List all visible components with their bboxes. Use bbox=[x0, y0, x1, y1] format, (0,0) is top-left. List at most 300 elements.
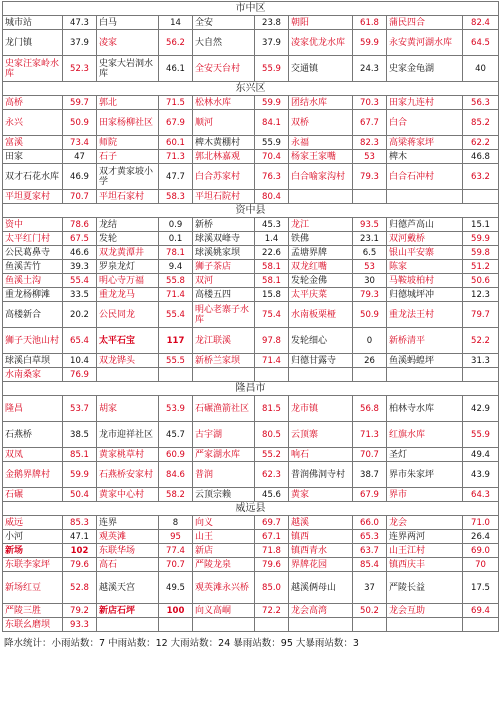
rainfall-value: 93.3 bbox=[63, 618, 97, 632]
rainfall-value: 55.4 bbox=[159, 302, 193, 328]
rainfall-value: 55.9 bbox=[463, 422, 499, 448]
station-row bbox=[3, 488, 499, 502]
rainfall-value: 47 bbox=[63, 150, 97, 164]
station-name: 双龙铧头 bbox=[97, 354, 159, 368]
station-name: 严陵龙泉 bbox=[193, 558, 255, 572]
station-name: 石子 bbox=[97, 150, 159, 164]
rainfall-value: 17.5 bbox=[463, 572, 499, 604]
rainfall-value: 53.9 bbox=[159, 396, 193, 422]
station-name: 田家九连村 bbox=[387, 96, 463, 110]
rainfall-value: 59.9 bbox=[463, 232, 499, 246]
rainfall-value: 58.3 bbox=[159, 190, 193, 204]
station-name: 孟塘界牌 bbox=[289, 246, 353, 260]
rainfall-value: 62.3 bbox=[255, 462, 289, 488]
station-name: 白合 bbox=[387, 110, 463, 136]
rainfall-value: 70.3 bbox=[353, 96, 387, 110]
rainfall-value bbox=[353, 618, 387, 632]
station-row bbox=[3, 396, 499, 422]
station-row bbox=[3, 544, 499, 558]
station-name bbox=[387, 618, 463, 632]
section-title: 市中区 bbox=[3, 2, 499, 16]
rainfall-value: 76.9 bbox=[63, 368, 97, 382]
station-row bbox=[3, 232, 499, 246]
station-name: 严陵三胜 bbox=[3, 604, 63, 618]
section-header-row bbox=[3, 382, 499, 396]
rainfall-value: 52.3 bbox=[63, 56, 97, 82]
rainfall-value: 80.5 bbox=[255, 422, 289, 448]
station-name bbox=[193, 618, 255, 632]
rainfall-value: 97.8 bbox=[255, 328, 289, 354]
rainfall-value: 79.6 bbox=[255, 558, 289, 572]
rainfall-value: 79.3 bbox=[353, 164, 387, 190]
station-name bbox=[97, 618, 159, 632]
station-name: 蒲民四合 bbox=[387, 16, 463, 30]
station-row bbox=[3, 246, 499, 260]
rainfall-value: 70.4 bbox=[255, 150, 289, 164]
station-name: 椑木黄棚村 bbox=[193, 136, 255, 150]
station-name: 龙市镇 bbox=[289, 396, 353, 422]
station-name: 大自然 bbox=[193, 30, 255, 56]
station-row bbox=[3, 96, 499, 110]
station-name: 石碾渔箭社区 bbox=[193, 396, 255, 422]
rainfall-value: 76.3 bbox=[255, 164, 289, 190]
station-row bbox=[3, 422, 499, 448]
rainfall-value: 51.2 bbox=[463, 260, 499, 274]
station-name: 越溪天宫 bbox=[97, 572, 159, 604]
rainfall-value: 55.9 bbox=[255, 136, 289, 150]
station-name: 史家金龟湖 bbox=[387, 56, 463, 82]
station-name: 响石 bbox=[289, 448, 353, 462]
station-name: 资中 bbox=[3, 218, 63, 232]
station-name: 新场红豆 bbox=[3, 572, 63, 604]
station-name: 球溪白草坝 bbox=[3, 354, 63, 368]
station-name: 界市朱家坪 bbox=[387, 462, 463, 488]
station-row bbox=[3, 56, 499, 82]
rainfall-value: 79.7 bbox=[463, 302, 499, 328]
station-name: 普润 bbox=[193, 462, 255, 488]
section-title: 资中县 bbox=[3, 204, 499, 218]
station-name: 永福 bbox=[289, 136, 353, 150]
section-header-row bbox=[3, 204, 499, 218]
rainfall-value: 49.5 bbox=[159, 572, 193, 604]
station-name: 公民葛鼻寺 bbox=[3, 246, 63, 260]
rainfall-value: 42.9 bbox=[463, 396, 499, 422]
station-name: 镇西青水 bbox=[289, 544, 353, 558]
rainfall-value: 50.4 bbox=[63, 488, 97, 502]
rainfall-value: 70.7 bbox=[353, 448, 387, 462]
station-row bbox=[3, 150, 499, 164]
station-name bbox=[387, 190, 463, 204]
rainfall-value: 71.3 bbox=[353, 422, 387, 448]
station-name: 双龙黄潭井 bbox=[97, 246, 159, 260]
rainfall-value: 0 bbox=[353, 328, 387, 354]
station-name: 太平庆菜 bbox=[289, 288, 353, 302]
rainfall-value bbox=[255, 618, 289, 632]
station-row bbox=[3, 462, 499, 488]
station-name: 马鞍坡柏村 bbox=[387, 274, 463, 288]
rainfall-value: 58.1 bbox=[255, 274, 289, 288]
rainfall-value: 52.8 bbox=[63, 572, 97, 604]
rainfall-value bbox=[159, 618, 193, 632]
station-name: 新桥 bbox=[193, 218, 255, 232]
station-name: 铁佛 bbox=[289, 232, 353, 246]
station-name: 连界 bbox=[97, 516, 159, 530]
rainfall-value: 45.6 bbox=[255, 488, 289, 502]
station-name: 双才石花水库 bbox=[3, 164, 63, 190]
station-name: 白合喻家沟村 bbox=[289, 164, 353, 190]
rainfall-value: 39.3 bbox=[63, 260, 97, 274]
station-name: 全安天台村 bbox=[193, 56, 255, 82]
station-name: 松林水库 bbox=[193, 96, 255, 110]
station-name: 发轮 bbox=[97, 232, 159, 246]
station-name: 朝阳 bbox=[289, 16, 353, 30]
station-name: 龙市迎祥社区 bbox=[97, 422, 159, 448]
rainfall-value: 46.8 bbox=[463, 150, 499, 164]
rainfall-value: 85.0 bbox=[255, 572, 289, 604]
station-name: 双河戴桥 bbox=[387, 232, 463, 246]
rainfall-value: 84.6 bbox=[159, 462, 193, 488]
rainfall-value: 85.4 bbox=[353, 558, 387, 572]
station-row bbox=[3, 604, 499, 618]
station-name: 球溪姚家坝 bbox=[193, 246, 255, 260]
station-name: 新桥清平 bbox=[387, 328, 463, 354]
rainfall-value bbox=[463, 368, 499, 382]
rainfall-statistics: 降水统计：小雨站数：7 中雨站数：12 大雨站数：24 暴雨站数：95 大暴雨站数：3 bbox=[4, 638, 359, 649]
rainfall-value: 69.4 bbox=[463, 604, 499, 618]
station-name: 郭北 bbox=[97, 96, 159, 110]
station-name: 红旗水库 bbox=[387, 422, 463, 448]
station-row bbox=[3, 190, 499, 204]
rainfall-value: 46.1 bbox=[159, 56, 193, 82]
station-row bbox=[3, 30, 499, 56]
rainfall-value: 117 bbox=[159, 328, 193, 354]
rainfall-value: 56.3 bbox=[463, 96, 499, 110]
station-name: 杨家王家嘴 bbox=[289, 150, 353, 164]
rainfall-value: 12.3 bbox=[463, 288, 499, 302]
rainfall-value: 55.8 bbox=[159, 274, 193, 288]
station-name: 永兴 bbox=[3, 110, 63, 136]
rainfall-value: 49.4 bbox=[463, 448, 499, 462]
station-name: 高楼新合 bbox=[3, 302, 63, 328]
rainfall-value: 58.1 bbox=[255, 260, 289, 274]
rainfall-value: 23.8 bbox=[255, 16, 289, 30]
station-name: 双桥 bbox=[289, 110, 353, 136]
station-name: 严家湖水库 bbox=[193, 448, 255, 462]
station-name bbox=[193, 368, 255, 382]
rainfall-value: 60.9 bbox=[159, 448, 193, 462]
rainfall-value: 55.9 bbox=[255, 56, 289, 82]
rainfall-value bbox=[353, 190, 387, 204]
station-name: 太平石宝 bbox=[97, 328, 159, 354]
rainfall-value: 55.4 bbox=[63, 274, 97, 288]
rainfall-value: 55.5 bbox=[159, 354, 193, 368]
station-name: 太平红门村 bbox=[3, 232, 63, 246]
station-row bbox=[3, 302, 499, 328]
station-name: 双才黄家坡小学 bbox=[97, 164, 159, 190]
station-name: 胡家 bbox=[97, 396, 159, 422]
rainfall-value: 67.5 bbox=[63, 232, 97, 246]
station-row bbox=[3, 110, 499, 136]
station-name: 界市 bbox=[387, 488, 463, 502]
station-name bbox=[97, 368, 159, 382]
station-name bbox=[289, 618, 353, 632]
rainfall-value: 77.4 bbox=[159, 544, 193, 558]
rainfall-value: 50.6 bbox=[463, 274, 499, 288]
rainfall-value: 53.7 bbox=[63, 396, 97, 422]
station-name: 全安 bbox=[193, 16, 255, 30]
station-name: 双龙红嘴 bbox=[289, 260, 353, 274]
station-name: 观英滩永兴桥 bbox=[193, 572, 255, 604]
rainfall-value: 59.7 bbox=[63, 96, 97, 110]
rainfall-value: 40 bbox=[463, 56, 499, 82]
rainfall-value: 84.1 bbox=[255, 110, 289, 136]
station-name: 隆昌 bbox=[3, 396, 63, 422]
rainfall-value: 64.3 bbox=[463, 488, 499, 502]
station-row bbox=[3, 136, 499, 150]
rainfall-value: 71.4 bbox=[159, 288, 193, 302]
section-header-row bbox=[3, 82, 499, 96]
station-name: 罗泉龙灯 bbox=[97, 260, 159, 274]
rainfall-value: 63.7 bbox=[353, 544, 387, 558]
rainfall-value: 53 bbox=[353, 150, 387, 164]
section-title: 威远县 bbox=[3, 502, 499, 516]
rainfall-value bbox=[255, 368, 289, 382]
rainfall-value: 61.8 bbox=[353, 16, 387, 30]
station-name: 黄家桃草村 bbox=[97, 448, 159, 462]
rainfall-value: 85.2 bbox=[463, 110, 499, 136]
station-name: 龙门镇 bbox=[3, 30, 63, 56]
rainfall-value: 56.8 bbox=[353, 396, 387, 422]
rainfall-value: 59.9 bbox=[255, 96, 289, 110]
station-name: 发轮细心 bbox=[289, 328, 353, 354]
rainfall-value: 20.2 bbox=[63, 302, 97, 328]
station-name: 新店石坪 bbox=[97, 604, 159, 618]
station-name: 威远 bbox=[3, 516, 63, 530]
rainfall-value: 37.9 bbox=[63, 30, 97, 56]
rainfall-value: 24.3 bbox=[353, 56, 387, 82]
station-name: 师院 bbox=[97, 136, 159, 150]
station-row bbox=[3, 328, 499, 354]
station-row bbox=[3, 218, 499, 232]
station-name: 归德城坪冲 bbox=[387, 288, 463, 302]
rainfall-value: 70.7 bbox=[63, 190, 97, 204]
station-name: 高梁蒋家坪 bbox=[387, 136, 463, 150]
rainfall-value: 71.3 bbox=[159, 150, 193, 164]
station-name: 重龙龙马 bbox=[97, 288, 159, 302]
rainfall-value: 67.9 bbox=[159, 110, 193, 136]
rainfall-value: 93.5 bbox=[353, 218, 387, 232]
rainfall-value: 1.4 bbox=[255, 232, 289, 246]
section-header-row bbox=[3, 2, 499, 16]
station-name: 黄家 bbox=[289, 488, 353, 502]
rainfall-value: 72.2 bbox=[255, 604, 289, 618]
station-name: 东联幺磨坝 bbox=[3, 618, 63, 632]
rainfall-value: 15.8 bbox=[255, 288, 289, 302]
rainfall-value: 71.5 bbox=[159, 96, 193, 110]
station-name: 龙会 bbox=[387, 516, 463, 530]
station-name: 银山平安寨 bbox=[387, 246, 463, 260]
station-name: 龙会高湾 bbox=[289, 604, 353, 618]
station-name: 向义高峒 bbox=[193, 604, 255, 618]
rainfall-value: 26 bbox=[353, 354, 387, 368]
rainfall-value: 45.7 bbox=[159, 422, 193, 448]
station-name: 向义 bbox=[193, 516, 255, 530]
station-name: 平坦石家村 bbox=[97, 190, 159, 204]
station-name: 新桥兰家坝 bbox=[193, 354, 255, 368]
station-row bbox=[3, 288, 499, 302]
station-name: 顺河 bbox=[193, 110, 255, 136]
station-name: 陈家 bbox=[387, 260, 463, 274]
station-name: 云顶宗赖 bbox=[193, 488, 255, 502]
station-name: 东联李家坪 bbox=[3, 558, 63, 572]
rainfall-value: 8 bbox=[159, 516, 193, 530]
station-name: 平坦石院村 bbox=[193, 190, 255, 204]
station-name: 东联华场 bbox=[97, 544, 159, 558]
rainfall-value: 70.7 bbox=[159, 558, 193, 572]
station-row bbox=[3, 16, 499, 30]
station-name: 白合苏家村 bbox=[193, 164, 255, 190]
station-name: 凌家 bbox=[97, 30, 159, 56]
rainfall-report bbox=[2, 1, 498, 649]
rainfall-value: 37.9 bbox=[255, 30, 289, 56]
station-name: 高楼五四 bbox=[193, 288, 255, 302]
rainfall-value: 66.0 bbox=[353, 516, 387, 530]
rainfall-value: 71.4 bbox=[255, 354, 289, 368]
station-name: 龙江 bbox=[289, 218, 353, 232]
station-name: 镇西 bbox=[289, 530, 353, 544]
station-name: 界牌花园 bbox=[289, 558, 353, 572]
station-name: 重龙法王村 bbox=[387, 302, 463, 328]
station-name: 龙结 bbox=[97, 218, 159, 232]
rainfall-value: 45.3 bbox=[255, 218, 289, 232]
rainfall-value: 67.7 bbox=[353, 110, 387, 136]
station-name: 柏林寺水库 bbox=[387, 396, 463, 422]
rainfall-value: 63.2 bbox=[463, 164, 499, 190]
rainfall-value: 14 bbox=[159, 16, 193, 30]
rainfall-value: 6.5 bbox=[353, 246, 387, 260]
station-name: 城市站 bbox=[3, 16, 63, 30]
rainfall-value: 43.9 bbox=[463, 462, 499, 488]
station-row bbox=[3, 618, 499, 632]
rainfall-value: 70 bbox=[463, 558, 499, 572]
station-name: 鱼溪蚂蝗坪 bbox=[387, 354, 463, 368]
station-row bbox=[3, 530, 499, 544]
section-title: 隆昌市 bbox=[3, 382, 499, 396]
rainfall-value: 53 bbox=[353, 260, 387, 274]
rainfall-value bbox=[463, 190, 499, 204]
station-name: 双凤 bbox=[3, 448, 63, 462]
rainfall-value: 38.5 bbox=[63, 422, 97, 448]
rainfall-value: 33.5 bbox=[63, 288, 97, 302]
station-name bbox=[289, 368, 353, 382]
station-row bbox=[3, 354, 499, 368]
station-name: 永安黄河湖水库 bbox=[387, 30, 463, 56]
station-name: 连界两河 bbox=[387, 530, 463, 544]
rainfall-value: 9.4 bbox=[159, 260, 193, 274]
station-name: 公民同龙 bbox=[97, 302, 159, 328]
rainfall-value bbox=[353, 368, 387, 382]
station-row bbox=[3, 260, 499, 274]
rainfall-value: 47.7 bbox=[159, 164, 193, 190]
rainfall-value: 78.6 bbox=[63, 218, 97, 232]
rainfall-value: 65.3 bbox=[353, 530, 387, 544]
rainfall-value: 46.6 bbox=[63, 246, 97, 260]
station-name: 归德甘露寺 bbox=[289, 354, 353, 368]
station-name: 高石 bbox=[97, 558, 159, 572]
station-name: 狮子茶店 bbox=[193, 260, 255, 274]
rainfall-value: 102 bbox=[63, 544, 97, 558]
station-name: 富溪 bbox=[3, 136, 63, 150]
station-name: 交通镇 bbox=[289, 56, 353, 82]
station-name: 水南桑家 bbox=[3, 368, 63, 382]
rainfall-value: 71.8 bbox=[255, 544, 289, 558]
station-name bbox=[289, 190, 353, 204]
station-row bbox=[3, 274, 499, 288]
station-name: 田家 bbox=[3, 150, 63, 164]
station-name: 凌家优龙水库 bbox=[289, 30, 353, 56]
station-name: 发轮金佛 bbox=[289, 274, 353, 288]
rainfall-value bbox=[159, 368, 193, 382]
station-name: 田家杨柳社区 bbox=[97, 110, 159, 136]
station-name: 石碾 bbox=[3, 488, 63, 502]
station-row bbox=[3, 558, 499, 572]
rainfall-value: 50.9 bbox=[63, 110, 97, 136]
station-name: 椑木 bbox=[387, 150, 463, 164]
rainfall-value: 50.2 bbox=[353, 604, 387, 618]
rainfall-value: 47.1 bbox=[63, 530, 97, 544]
station-name: 观英滩 bbox=[97, 530, 159, 544]
rainfall-value: 82.3 bbox=[353, 136, 387, 150]
rainfall-value: 79.6 bbox=[63, 558, 97, 572]
rainfall-value: 59.9 bbox=[353, 30, 387, 56]
station-name: 归德芦高山 bbox=[387, 218, 463, 232]
rainfall-value: 59.8 bbox=[463, 246, 499, 260]
station-name: 新场 bbox=[3, 544, 63, 558]
rainfall-value: 22.6 bbox=[255, 246, 289, 260]
rainfall-value: 62.2 bbox=[463, 136, 499, 150]
rainfall-value: 31.3 bbox=[463, 354, 499, 368]
station-name: 明心寺万福 bbox=[97, 274, 159, 288]
station-name: 普润佛洞寺村 bbox=[289, 462, 353, 488]
rainfall-table bbox=[2, 1, 499, 632]
station-name: 重龙杨柳滩 bbox=[3, 288, 63, 302]
rainfall-value: 65.4 bbox=[63, 328, 97, 354]
station-name: 龙会互助 bbox=[387, 604, 463, 618]
section-title: 东兴区 bbox=[3, 82, 499, 96]
rainfall-value: 58.2 bbox=[159, 488, 193, 502]
station-row bbox=[3, 516, 499, 530]
rainfall-value: 80.4 bbox=[255, 190, 289, 204]
rainfall-value: 52.2 bbox=[463, 328, 499, 354]
rainfall-value: 60.1 bbox=[159, 136, 193, 150]
station-name: 新店 bbox=[193, 544, 255, 558]
rainfall-value: 95 bbox=[159, 530, 193, 544]
station-row bbox=[3, 368, 499, 382]
station-name: 团结水库 bbox=[289, 96, 353, 110]
station-name: 狮子天池山村 bbox=[3, 328, 63, 354]
station-name: 越溪 bbox=[289, 516, 353, 530]
rainfall-value: 85.3 bbox=[63, 516, 97, 530]
rainfall-value: 85.1 bbox=[63, 448, 97, 462]
rainfall-value: 30 bbox=[353, 274, 387, 288]
station-name: 白马 bbox=[97, 16, 159, 30]
station-row bbox=[3, 448, 499, 462]
station-row bbox=[3, 572, 499, 604]
station-name: 白合石冲村 bbox=[387, 164, 463, 190]
station-name: 球溪双峰寺 bbox=[193, 232, 255, 246]
station-name: 严陵长益 bbox=[387, 572, 463, 604]
station-name: 鱼溪土沟 bbox=[3, 274, 63, 288]
